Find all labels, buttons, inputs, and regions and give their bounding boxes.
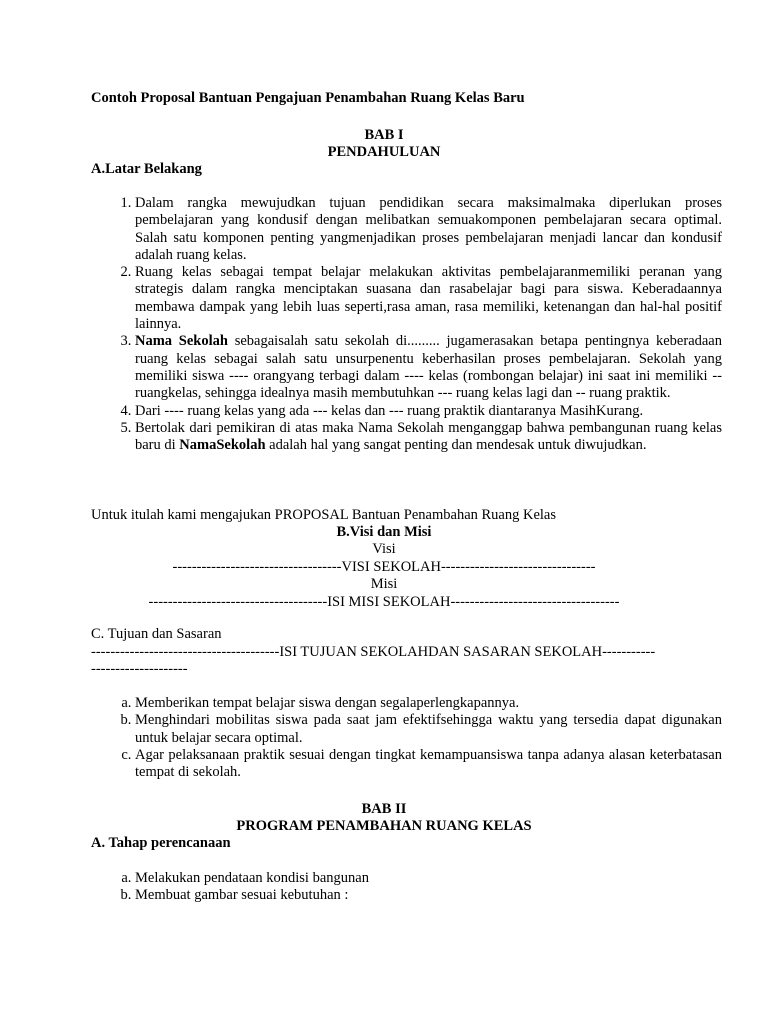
list-item: 4. Dari ---- ruang kelas yang ada --- kelas dan --- ruang praktik diantaranya MasihKurang. <box>135 403 722 420</box>
list-item <box>135 333 722 402</box>
list-item-text: Bertolak dari pemikiran di atas maka Nama Sekolah menganggap bahwa pembangunan ruang kelas baru di <box>135 419 722 454</box>
tujuan-line-continued: -------------------- <box>91 661 188 677</box>
misi-line: -------------------------------------ISI MISI SEKOLAH----------------------------------- <box>148 594 620 610</box>
list-item-text: sebagaisalah satu sekolah di......... jugamerasakan betapa pentingnya keberadaan ruang kelas sebagai salah satu unsurpenentu keberhasilan proses pembelajaran. Sekolah yang memiliki siswa ---- orangyang terbagi dalam ---- kelas (rombongan belajar) ini saat ini memiliki --ruangkelas, sehingga idealnya masih membutuhkan --- ruang kelas lagi dan -- ruang praktik. <box>135 333 722 402</box>
bab1-label: BAB I <box>364 127 404 143</box>
proposal-line: Untuk itulah kami mengajukan PROPOSAL Bantuan Penambahan Ruang Kelas <box>91 507 557 523</box>
list-item <box>135 420 722 455</box>
visi-label: Visi <box>372 541 396 557</box>
visi-line: -----------------------------------VISI SEKOLAH-------------------------------- <box>172 559 596 575</box>
misi-label: Misi <box>370 576 398 592</box>
school-name-bold: NamaSekolah <box>179 437 266 454</box>
bab1-heading: PENDAHULUAN <box>327 144 441 160</box>
list-item: a. Melakukan pendataan kondisi bangunan <box>135 870 722 887</box>
section-tujuan-sasaran: C. Tujuan dan Sasaran <box>91 626 222 642</box>
list-item: c. Agar pelaksanaan praktik sesuai dengan tingkat kemampuansiswa tanpa adanya alasan keterbatasan tempat di sekolah. <box>135 747 722 782</box>
list-item: a. Memberikan tempat belajar siswa dengan segalaperlengkapannya. <box>135 695 722 712</box>
tujuan-list <box>91 695 722 781</box>
bab2-label: BAB II <box>361 801 407 817</box>
school-name-bold: Nama Sekolah <box>135 333 228 350</box>
list-item-text: adalah hal yang sangat penting dan mendesak untuk diwujudkan. <box>265 437 647 454</box>
section-latar-belakang: A.Latar Belakang <box>91 161 202 177</box>
list-item: b. Menghindari mobilitas siswa pada saat jam efektifsehingga waktu yang tersedia dapat digunakan untuk belajar secara optimal. <box>135 712 722 747</box>
tujuan-line: ---------------------------------------ISI TUJUAN SEKOLAHDAN SASARAN SEKOLAH----------- <box>91 644 656 660</box>
perencanaan-list <box>91 870 722 905</box>
bab2-heading: PROGRAM PENAMBAHAN RUANG KELAS <box>236 818 532 834</box>
list-item: 2. Ruang kelas sebagai tempat belajar melakukan aktivitas pembelajaranmemiliki peranan yang strategis dalam rangka menciptakan suasana dan rasabelajar bagi para siswa. Keberadaannya membawa dampak yang lebih luas seperti,rasa aman, rasa memiliki, ketenangan dan hal-hal positif lainnya. <box>135 264 722 333</box>
latar-belakang-list <box>91 195 722 454</box>
section-tahap-perencanaan: A. Tahap perencanaan <box>91 835 231 851</box>
document-title: Contoh Proposal Bantuan Pengajuan Penambahan Ruang Kelas Baru <box>91 90 525 106</box>
list-item: 1. Dalam rangka mewujudkan tujuan pendidikan secara maksimalmaka diperlukan proses pembelajaran yang kondusif dengan melibatkan semuakomponen pembelajaran secara optimal. Salah satu komponen penting yangmenjadikan proses pembelajaran menjadi lancar dan kondusif adalah ruang kelas. <box>135 195 722 264</box>
section-visi-misi: B.Visi dan Misi <box>336 524 432 540</box>
list-item: b. Membuat gambar sesuai kebutuhan : <box>135 887 722 904</box>
